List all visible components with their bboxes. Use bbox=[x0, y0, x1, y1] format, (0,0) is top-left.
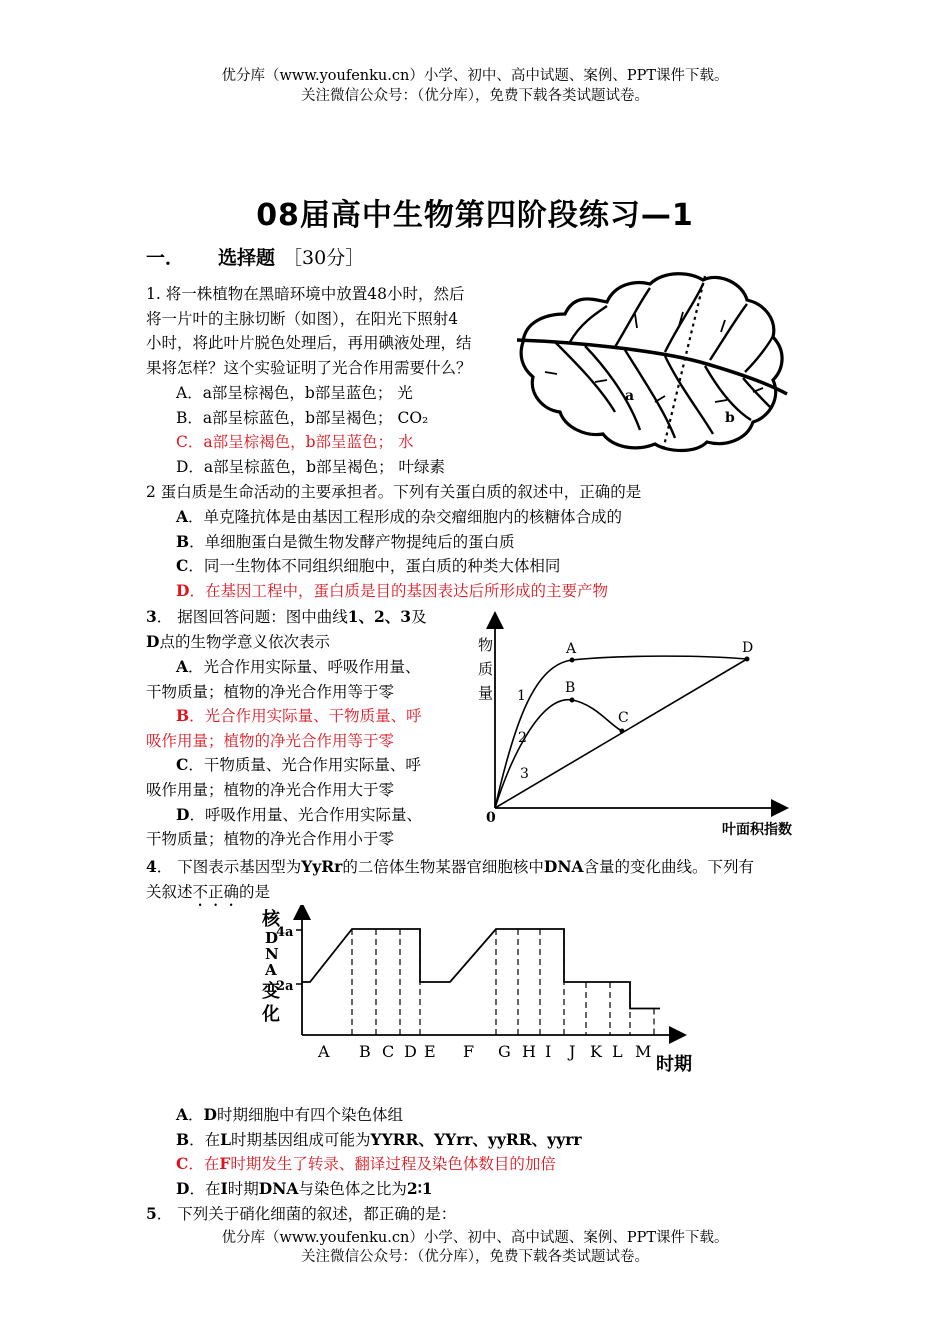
dna-period-label: L bbox=[612, 1042, 623, 1061]
q4-option-a-p0: ． bbox=[188, 1106, 204, 1124]
q3-series-2-label: 2 bbox=[518, 730, 527, 746]
q2-option-b-text: ．单细胞蛋白是微生物发酵产物提纯后的蛋白质 bbox=[189, 532, 515, 551]
q2-option-a-text: ．单克隆抗体是由基因工程形成的杂交瘤细胞内的核糖体合成的 bbox=[188, 508, 623, 526]
q3-ylabel-1: 物 bbox=[478, 636, 494, 654]
q4-ytick-2a: 2a bbox=[276, 979, 294, 994]
q1-line: 将一片叶的主脉切断（如图），在阳光下照射4 bbox=[146, 309, 459, 328]
q4-stem-b: 的二倍体生物某器官细胞核中 bbox=[342, 858, 544, 876]
q2-option-c-key: C bbox=[176, 556, 189, 576]
dna-period-label: D bbox=[404, 1042, 417, 1061]
q3-stem bbox=[146, 605, 466, 654]
q3-option-b bbox=[146, 704, 466, 753]
dna-period-label: C bbox=[382, 1042, 395, 1061]
q4-option-b-p2: 时期基因组成可能为 bbox=[231, 1130, 371, 1149]
q4-option-d-key: D bbox=[176, 1178, 190, 1198]
q3-option-a-key: A bbox=[176, 657, 189, 676]
q2-option-a bbox=[176, 505, 622, 530]
q4-genotype: YyRr bbox=[301, 857, 343, 876]
q3-label-c: C bbox=[618, 710, 629, 726]
q3-option-c-line-1 bbox=[146, 753, 466, 778]
dna-period-label: E bbox=[424, 1042, 436, 1061]
q3-option-b-line-1 bbox=[146, 704, 466, 729]
q4-stem bbox=[146, 855, 816, 910]
q3-label-b: B bbox=[565, 680, 576, 696]
q4-option-b-p1: L bbox=[220, 1129, 232, 1149]
q2-option-c bbox=[176, 554, 622, 579]
q3-stem-text-b: 点的生物学意义依次表示 bbox=[159, 632, 330, 651]
q5-stem bbox=[146, 1202, 456, 1227]
q1-line: 果将怎样？这个实验证明了光合作用需要什么？ bbox=[146, 358, 472, 377]
dna-period-label: K bbox=[590, 1042, 602, 1061]
q3-option-b-key: B bbox=[176, 706, 190, 726]
header-line-2: 关注微信公众号：（优分库），免费下载各类试题试卷。 bbox=[301, 88, 649, 104]
q4-stem-a: ． 下图表示基因型为 bbox=[156, 858, 302, 876]
q3-option-d bbox=[146, 803, 466, 852]
q1-line: 小时，将此叶片脱色处理后，再用碘液处理，结 bbox=[146, 334, 472, 353]
dna-period-label: M bbox=[635, 1042, 652, 1061]
q4-option-a-key: A bbox=[176, 1105, 189, 1124]
q3-option-c bbox=[146, 753, 466, 802]
q3-chart bbox=[470, 610, 800, 845]
page-title: 08届高中生物第四阶段练习—1 bbox=[256, 198, 694, 233]
q4-option-b bbox=[176, 1128, 582, 1153]
q1-option-a: A．a部呈棕褐色，b部呈蓝色； 光 bbox=[176, 384, 413, 402]
q1-option-b: B．a部呈棕蓝色，b部呈褐色； CO₂ bbox=[176, 408, 429, 427]
dna-period-label: B bbox=[359, 1042, 371, 1061]
q4-option-a bbox=[176, 1103, 582, 1128]
section-heading bbox=[146, 243, 364, 270]
q3-point-d-mark bbox=[745, 657, 750, 662]
q5-num: 5 bbox=[146, 1204, 157, 1223]
q2-option-d bbox=[176, 579, 622, 604]
header-line-1: 优分库（www.youfenku.cn）小学、初中、高中试题、案例、PPT课件下载。 bbox=[221, 68, 729, 84]
q3-option-c-l1: ．干物质量、光合作用实际量、呼 bbox=[188, 756, 421, 775]
dna-period-label: G bbox=[498, 1042, 511, 1061]
q3-option-c-key: C bbox=[176, 755, 189, 775]
q3-option-d-line-1 bbox=[146, 803, 466, 828]
q3-curves: 1、2、3 bbox=[347, 607, 412, 626]
q3-stem-line-1 bbox=[146, 605, 466, 630]
q4-option-d-p1: I bbox=[220, 1178, 228, 1198]
q1-option-d: D．a部呈棕蓝色，b部呈褐色； 叶绿素 bbox=[176, 457, 446, 476]
q3-option-a-l1: ．光合作用实际量、呼吸作用量、 bbox=[188, 658, 421, 676]
q4-dna: DNA bbox=[543, 857, 584, 876]
q4-ytick-4a: 4a bbox=[276, 925, 294, 940]
q3-num: 3 bbox=[146, 607, 157, 626]
section-name: 选择题 bbox=[218, 247, 276, 269]
q4-line2-dotted: 不正确 bbox=[192, 882, 240, 901]
dna-period-label: F bbox=[463, 1042, 475, 1061]
q4-xlabel: 时期 bbox=[656, 1054, 692, 1075]
q3-point-c bbox=[620, 729, 625, 734]
q4-dna-chart bbox=[258, 905, 698, 1080]
q4-option-b-p3: YYRR、YYrr、yyRR、yyrr bbox=[370, 1129, 582, 1149]
q4-line2-b: 的是 bbox=[239, 882, 271, 901]
q3-option-a-line-1 bbox=[146, 655, 466, 680]
q1-line: 1. 将一株植物在黑暗环境中放置48小时，然后 bbox=[146, 285, 465, 303]
q3-series-1-label: 1 bbox=[517, 688, 526, 704]
q3-label-d: D bbox=[742, 640, 754, 656]
dna-ylabel-char: N bbox=[265, 945, 279, 963]
q3-option-d-l2: 干物质量；植物的净光合作用小于零 bbox=[146, 830, 395, 849]
q1-options bbox=[176, 381, 445, 479]
dna-period-label: H bbox=[522, 1042, 536, 1061]
q4-option-c-p0: ．在 bbox=[188, 1155, 220, 1174]
footer-line-2: 关注微信公众号：（优分库），免费下载各类试题试卷。 bbox=[301, 1249, 649, 1265]
q1-option-c: C．a部呈棕褐色，b部呈蓝色； 水 bbox=[176, 433, 414, 452]
q4-option-d bbox=[176, 1177, 582, 1202]
q2-option-c-text: ．同一生物体不同组织细胞中，蛋白质的种类大体相同 bbox=[188, 557, 561, 576]
leaf-label-b: b bbox=[725, 410, 735, 426]
q4-option-c-p1: F bbox=[219, 1154, 231, 1174]
q4-option-c bbox=[176, 1152, 582, 1177]
dna-curve bbox=[302, 929, 660, 1009]
q2-option-d-text: ．在基因工程中，蛋白质是目的基因表达后所形成的主要产物 bbox=[189, 581, 608, 600]
q3-curve-3 bbox=[495, 659, 747, 808]
dna-ylabel-char: D bbox=[265, 929, 279, 947]
section-number: 一． bbox=[146, 247, 185, 269]
q4-option-a-p1: D bbox=[203, 1105, 217, 1124]
q3-option-c-l2: 吸作用量；植物的净光合作用大于零 bbox=[146, 780, 395, 799]
q3-option-a-l2: 干物质量；植物的净光合作用等于零 bbox=[146, 682, 395, 701]
dna-ylabel-char: 变 bbox=[262, 981, 280, 1002]
q4-option-b-p0: ．在 bbox=[189, 1130, 221, 1149]
q3-origin-label: 0 bbox=[486, 810, 496, 826]
q4-line2-a: 关叙述 bbox=[146, 882, 193, 901]
section-score: ［30分］ bbox=[283, 247, 365, 269]
q4-stem-c: 含量的变化曲线。下列有 bbox=[583, 858, 755, 876]
q3-stem-text-a: ． 据图回答问题：图中曲线 bbox=[156, 608, 348, 626]
q3-label-a: A bbox=[566, 641, 577, 657]
q3-options bbox=[146, 655, 466, 852]
q1-stem bbox=[146, 282, 506, 380]
q4-option-c-p2: 时期发生了转录、翻译过程及染色体数目的加倍 bbox=[230, 1155, 556, 1174]
q3-stem-text-c: 及 bbox=[411, 608, 427, 626]
q3-stem-line-2 bbox=[146, 630, 466, 655]
dna-period-label: A bbox=[318, 1042, 330, 1061]
q3-xlabel: 叶面积指数 bbox=[722, 822, 792, 838]
q3-series-3-label: 3 bbox=[520, 766, 529, 782]
dna-period-label: I bbox=[545, 1042, 552, 1061]
leaf-label-a: a bbox=[625, 388, 635, 404]
q4-stem-line-1 bbox=[146, 855, 816, 880]
q5-text: ． 下列关于硝化细菌的叙述，都正确的是： bbox=[156, 1205, 457, 1223]
q3-option-b-l1: ．光合作用实际量、干物质量、呼 bbox=[189, 707, 422, 726]
q4-options bbox=[176, 1103, 582, 1201]
q4-option-d-p5: 2∶1 bbox=[406, 1178, 433, 1198]
leaf-outline bbox=[521, 274, 782, 451]
q3-point-a bbox=[570, 658, 575, 663]
q4-option-d-p2: 时期 bbox=[227, 1179, 259, 1198]
q4-option-d-p3: DNA bbox=[258, 1178, 299, 1198]
q3-ylabel-2: 质 bbox=[478, 660, 494, 678]
dna-ylabel-char: 核 bbox=[262, 909, 280, 930]
q4-option-d-p4: 与染色体之比为 bbox=[298, 1179, 407, 1198]
q2-option-a-key: A bbox=[176, 507, 189, 526]
q4-num: 4 bbox=[146, 857, 157, 876]
q3-ylabel-3: 量 bbox=[478, 684, 494, 702]
q2-options bbox=[176, 505, 622, 603]
q3-point-d: D bbox=[146, 631, 160, 651]
q4-option-a-p2: 时期细胞中有四个染色体组 bbox=[217, 1106, 404, 1124]
q4-option-b-key: B bbox=[176, 1129, 190, 1149]
dna-period-label: J bbox=[569, 1042, 576, 1061]
q3-option-d-key: D bbox=[176, 804, 190, 824]
q3-option-b-l2: 吸作用量；植物的净光合作用等于零 bbox=[146, 731, 395, 750]
dna-ylabel-char: A bbox=[265, 961, 277, 979]
q3-option-d-l1: ．呼吸作用量、光合作用实际量、 bbox=[189, 805, 422, 824]
dna-ylabel-char: 化 bbox=[262, 1004, 280, 1025]
q3-curve-2 bbox=[495, 700, 622, 808]
q3-point-b bbox=[570, 698, 575, 703]
footer-line-1: 优分库（www.youfenku.cn）小学、初中、高中试题、案例、PPT课件下载。 bbox=[221, 1230, 729, 1246]
q2-option-b-key: B bbox=[176, 531, 190, 551]
q2-stem: 2 蛋白质是生命活动的主要承担者。下列有关蛋白质的叙述中，正确的是 bbox=[146, 483, 642, 501]
leaf-figure bbox=[515, 262, 797, 454]
q2-option-d-key: D bbox=[176, 580, 190, 600]
q4-option-c-key: C bbox=[176, 1154, 189, 1174]
q4-option-d-p0: ．在 bbox=[189, 1179, 221, 1198]
q3-option-a bbox=[146, 655, 466, 704]
q2-option-b bbox=[176, 530, 622, 555]
